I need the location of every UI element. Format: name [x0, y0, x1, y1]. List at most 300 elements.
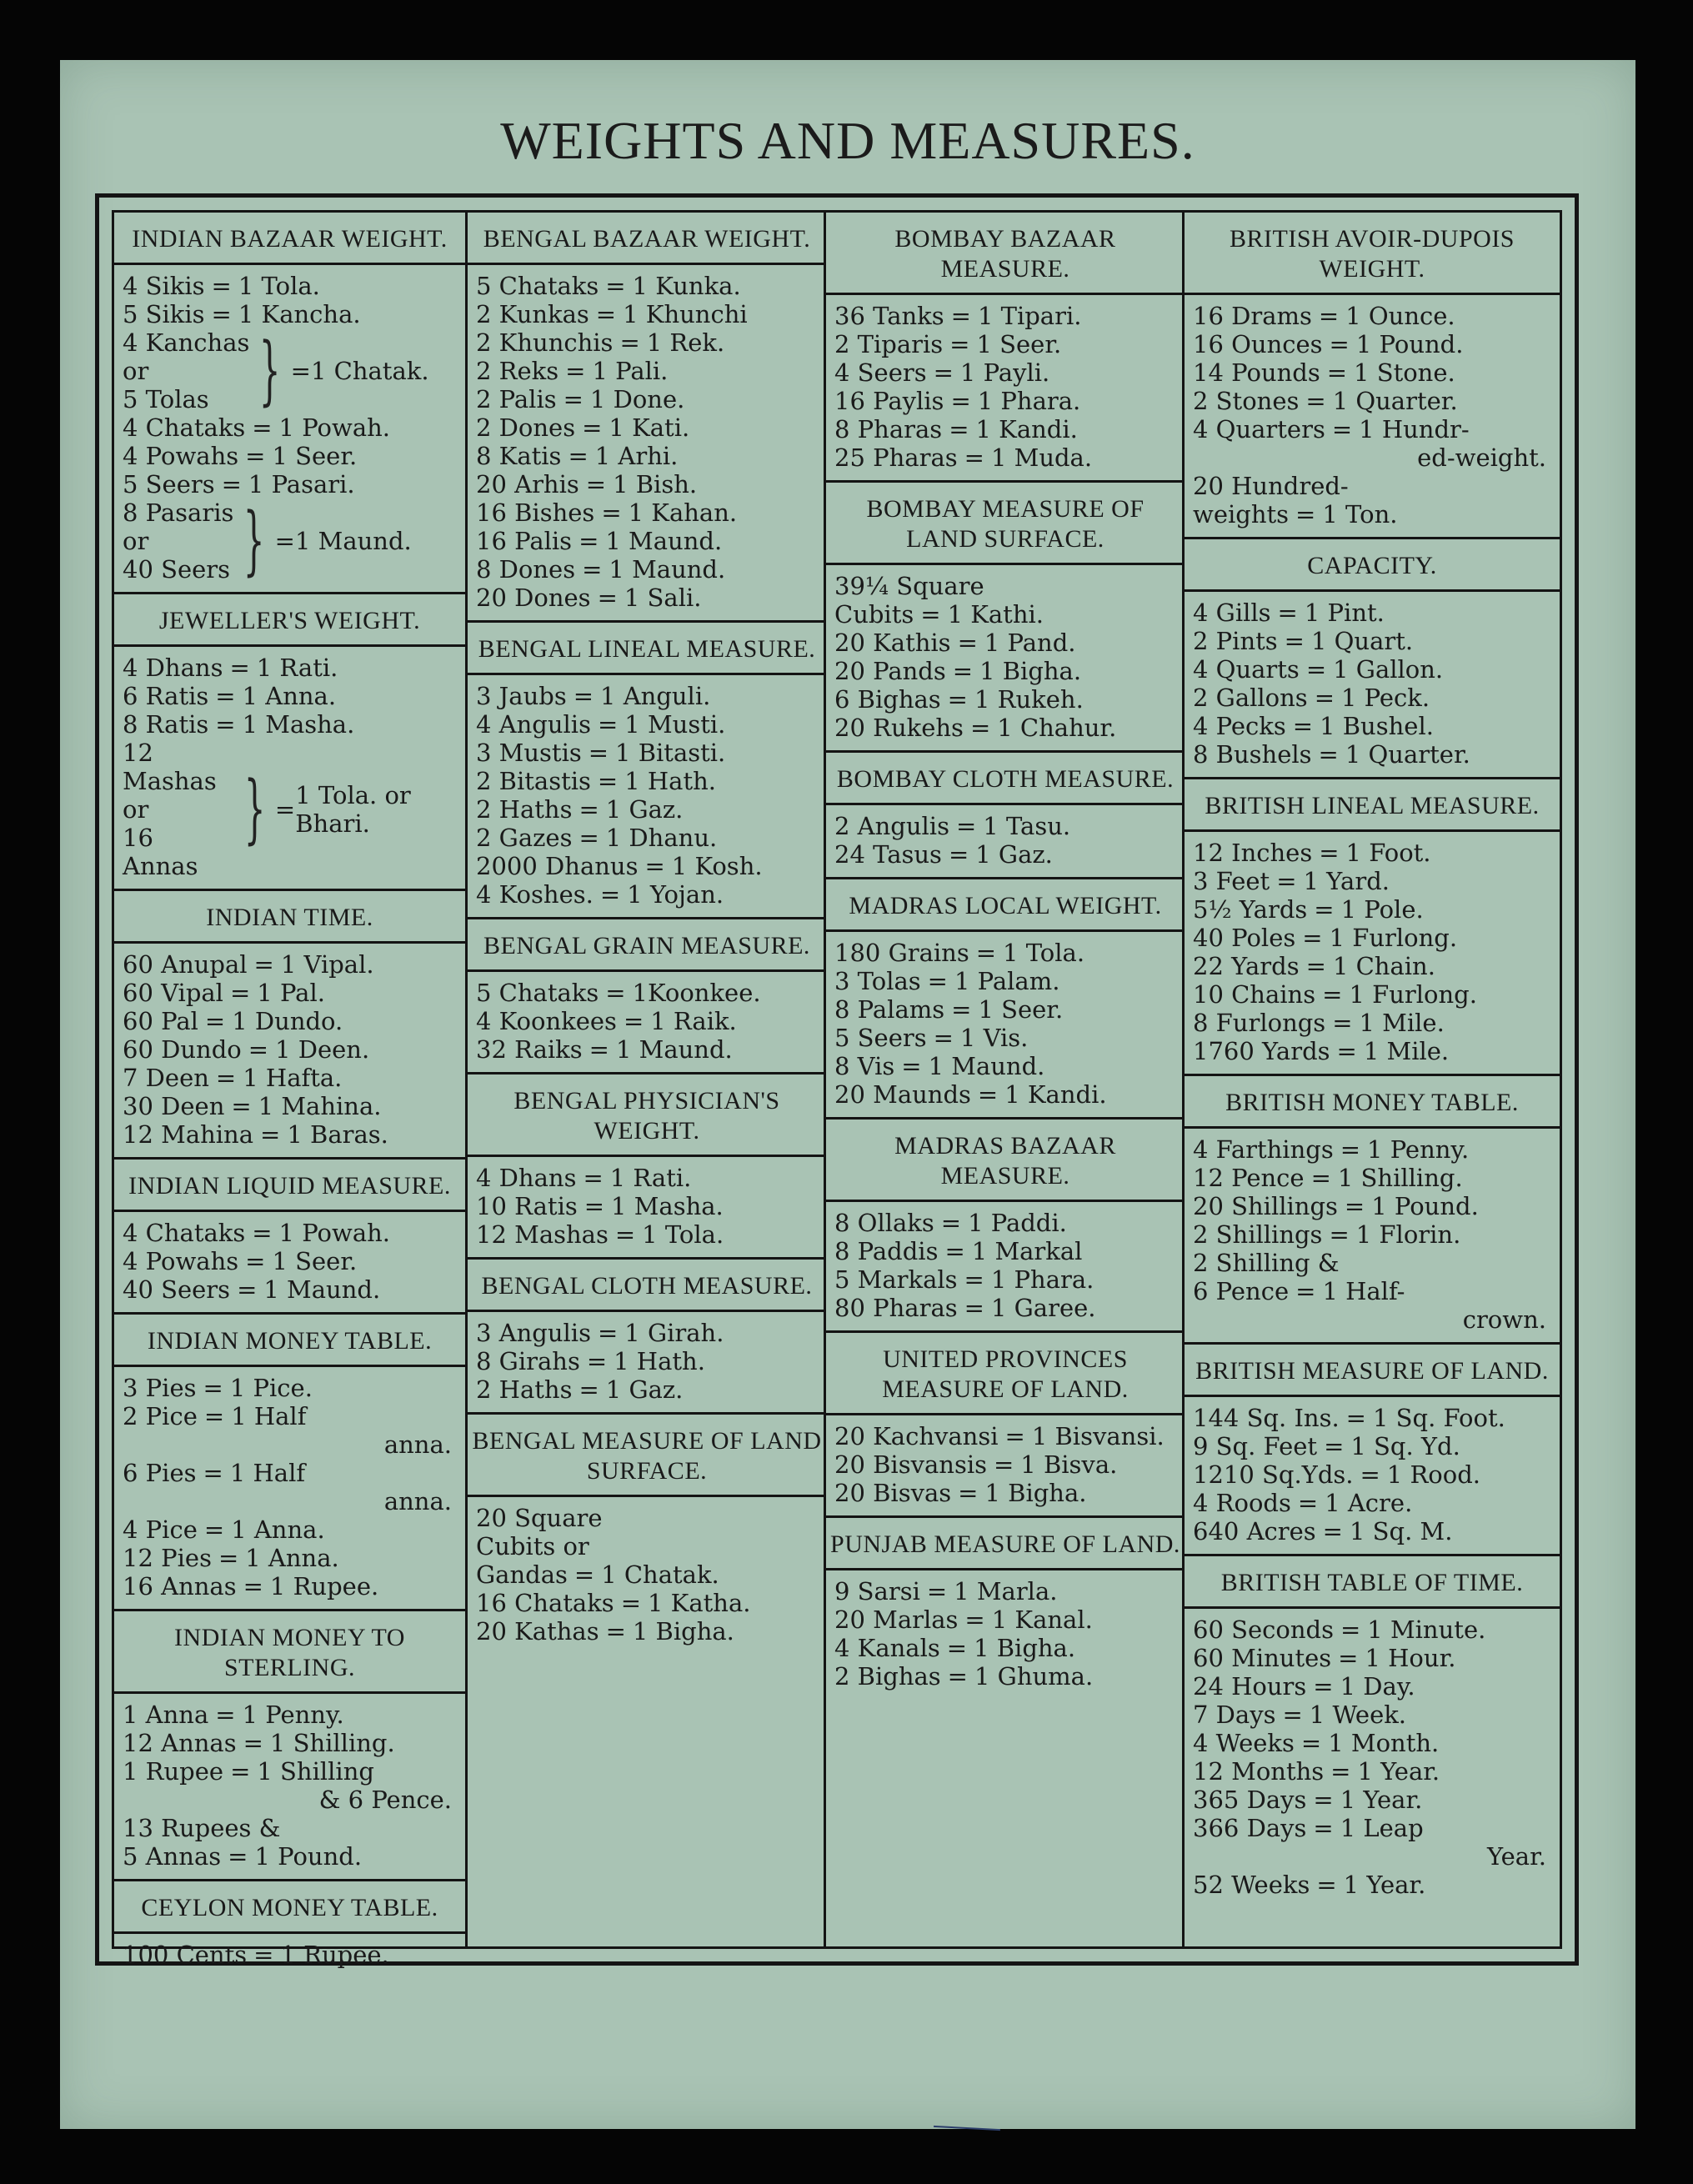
- section-heading: BRITISH AVOIR-DUPOIS WEIGHT.: [1185, 213, 1560, 295]
- table-row: [476, 413, 823, 442]
- equals-sign: =: [614, 1220, 636, 1249]
- equals-sign: =: [211, 272, 232, 300]
- table-row: [834, 358, 1181, 387]
- entry-result: 1 Pound.: [254, 1842, 363, 1871]
- entry-result: 1 Bish.: [613, 470, 698, 498]
- entry-quantity: 4 Roods: [1193, 1489, 1291, 1517]
- equals-sign: =: [946, 1634, 968, 1662]
- equals-sign: =: [215, 710, 236, 739]
- equals-sign: =: [964, 443, 984, 472]
- table-row: [476, 824, 823, 852]
- entry-quantity: 180 Grains: [834, 939, 969, 967]
- table-frame-inner: [112, 210, 1562, 1969]
- table-row: [1193, 358, 1556, 387]
- entry-continuation: & 6 Pence.: [318, 1786, 452, 1814]
- entry-quantity: 4 Sikis: [123, 272, 205, 300]
- equals-sign: =: [597, 584, 618, 612]
- entry-quantity: 8 Bushels: [1193, 740, 1312, 769]
- section-body: [468, 265, 826, 623]
- table-row: [123, 1814, 462, 1842]
- table-row: [476, 385, 823, 413]
- entry-quantity: 60 Vipal: [123, 979, 223, 1007]
- entry-quantity: 24 Hours: [1193, 1672, 1307, 1701]
- entry-quantity: 5 Seers: [123, 470, 215, 498]
- section-heading: BENGAL BAZAAR WEIGHT.: [468, 213, 826, 265]
- entry-result: 1 Rukeh.: [974, 685, 1084, 714]
- equals-sign: =: [1332, 1009, 1353, 1037]
- entry-result: 1 Vipal.: [280, 950, 374, 979]
- grouped-entry: [123, 328, 462, 413]
- equals-sign: =: [601, 498, 622, 527]
- entry-result: 1 Month.: [1328, 1729, 1440, 1757]
- entry-quantity: 16 Paylis: [834, 387, 944, 415]
- equals-sign: =: [933, 1024, 954, 1052]
- entry-quantity: 4 Farthings: [1193, 1135, 1334, 1164]
- entry-quantity: 5 Seers: [834, 1024, 927, 1052]
- entry-result: 1 Rek.: [646, 328, 725, 357]
- entry-quantity: 2 Pice: [123, 1402, 198, 1430]
- entry-quantity: 2 Stones: [1193, 387, 1300, 415]
- equals-sign: =: [620, 1589, 641, 1617]
- table-row: [834, 1450, 1181, 1479]
- equals-sign: =: [1300, 1729, 1322, 1757]
- section-heading: PUNJAB MEASURE OF LAND.: [826, 1518, 1185, 1570]
- entry-quantity: 2000 Dhanus: [476, 852, 639, 880]
- equals-sign: =: [218, 1544, 239, 1572]
- equals-sign: =: [1305, 952, 1326, 980]
- entry-quantity: 1760 Yards: [1193, 1037, 1330, 1065]
- entry-result: 1 Pice.: [229, 1374, 313, 1402]
- equals-sign: =: [582, 413, 603, 442]
- equals-sign: =: [252, 413, 273, 442]
- group-items: [123, 328, 249, 413]
- entry-result: 1 Pasari.: [248, 470, 355, 498]
- table-row: [834, 1052, 1181, 1080]
- section-heading: BENGAL LINEAL MEASURE.: [468, 623, 826, 675]
- equals-sign: =: [245, 442, 266, 470]
- entry-quantity: 8 Ratis: [123, 710, 209, 739]
- section-heading: INDIAN TIME.: [114, 891, 465, 944]
- equals-sign: =: [920, 600, 941, 629]
- entry-quantity: 13 Rupees &: [123, 1814, 281, 1842]
- table-row: [476, 739, 823, 767]
- entry-quantity: 16 Ounces: [1193, 330, 1323, 358]
- equals-sign: =: [969, 714, 991, 742]
- table-row: [123, 1515, 462, 1544]
- entry-result: 1 Sali.: [624, 584, 702, 612]
- entry-result: 1 Bisvansi.: [1031, 1422, 1165, 1450]
- table-row: [1193, 924, 1556, 952]
- section-heading: BRITISH LINEAL MEASURE.: [1185, 779, 1560, 832]
- table-row: [1193, 1037, 1556, 1065]
- section-body: [826, 295, 1185, 483]
- entry-result: 1Koonkee.: [632, 979, 761, 1007]
- table-row: [834, 812, 1181, 840]
- entry-result: 1 Gallon.: [1333, 655, 1444, 684]
- equals-sign: =: [644, 852, 665, 880]
- table-row: [834, 1577, 1181, 1605]
- group-item: 40 Seers: [123, 555, 231, 584]
- table-row: [1193, 1786, 1556, 1814]
- table-row: [123, 1459, 462, 1487]
- entry-quantity: 8 Furlongs: [1193, 1009, 1326, 1037]
- entry-result: 1 Girah.: [624, 1319, 724, 1347]
- entry-result: 1 Pal.: [257, 979, 325, 1007]
- entry-result: 1 Bigha.: [632, 1617, 734, 1646]
- entry-quantity: 9 Sq. Feet: [1193, 1432, 1318, 1460]
- entry-quantity: 3 Tolas: [834, 967, 921, 995]
- equals-sign: =: [977, 1080, 999, 1109]
- entry-continuation: ed-weight.: [1417, 443, 1546, 472]
- entry-result: 1 Kathi.: [947, 600, 1044, 629]
- entry-quantity: 20 Maunds: [834, 1080, 971, 1109]
- entry-result: 1 Maund.: [294, 527, 412, 555]
- entry-quantity: 2 Shillings: [1193, 1220, 1323, 1249]
- section-body: [114, 1367, 465, 1611]
- entry-result: 1 Half: [229, 1459, 306, 1487]
- group-item: or: [123, 795, 149, 824]
- entry-quantity: 4 Gills: [1193, 599, 1271, 627]
- section-body: [826, 565, 1185, 753]
- entry-result: 1 Sq. Yd.: [1350, 1432, 1460, 1460]
- entry-quantity: 80 Pharas: [834, 1294, 958, 1322]
- section-body: [468, 675, 826, 919]
- equals-sign: =: [563, 385, 584, 413]
- entry-quantity: 20 Dones: [476, 584, 591, 612]
- equals-sign: =: [1326, 358, 1348, 387]
- entry-quantity: 40 Seers: [123, 1275, 231, 1304]
- table-row: [476, 1589, 823, 1617]
- table-row: [123, 300, 462, 328]
- table-row: [834, 1634, 1181, 1662]
- entry-result: 1 Bigha.: [979, 657, 1082, 685]
- entry-result: 1 Furlong.: [1349, 980, 1477, 1009]
- table-row: [1193, 712, 1556, 740]
- equals-sign: =: [243, 1729, 263, 1757]
- entry-quantity: 2 Reks: [476, 357, 559, 385]
- entry-result: 1 Chain.: [1332, 952, 1435, 980]
- entry-result: 1 Pint.: [1304, 599, 1385, 627]
- entry-quantity: 20 Kachvansi: [834, 1422, 999, 1450]
- entry-quantity: 4 Koonkees: [476, 1007, 617, 1035]
- section-heading: BENGAL GRAIN MEASURE.: [468, 919, 826, 972]
- entry-result: 1 Gaz.: [605, 1375, 684, 1404]
- entry-result: 1 Rupee.: [280, 1941, 389, 1969]
- entry-result: 1 Seer.: [272, 1247, 358, 1275]
- equals-sign: =: [1324, 1432, 1345, 1460]
- table-row: [834, 1479, 1181, 1507]
- equals-sign: =: [252, 1219, 273, 1247]
- equals-sign: =: [605, 1617, 626, 1646]
- entry-quantity: 365 Days: [1193, 1786, 1307, 1814]
- table-row: [123, 710, 462, 739]
- equals-sign: =: [215, 1064, 237, 1092]
- table-row: [123, 1064, 462, 1092]
- entry-result: 1 Phara.: [990, 1265, 1094, 1294]
- section-heading: JEWELLER'S WEIGHT.: [114, 594, 465, 647]
- entry-result: 1 Anna.: [231, 1515, 325, 1544]
- section-body: [114, 647, 465, 891]
- entry-result: 1 Chatak.: [601, 1560, 719, 1589]
- entry-quantity: 60 Pal: [123, 1007, 198, 1035]
- entry-result: 1 Chatak.: [310, 357, 429, 385]
- table-row: [1193, 952, 1556, 980]
- table-row: [1193, 330, 1556, 358]
- section-body: [1185, 295, 1560, 539]
- entry-quantity: 4 Weeks: [1193, 1729, 1295, 1757]
- entry-quantity: 2 Angulis: [834, 812, 949, 840]
- table-row: [476, 1164, 823, 1192]
- entry-quantity: 1 Anna: [123, 1701, 209, 1729]
- entry-result: 1 Masha.: [242, 710, 355, 739]
- table-row: [476, 527, 823, 555]
- equals-sign: =: [595, 300, 617, 328]
- section-body: [1185, 1129, 1560, 1345]
- entry-quantity: 9 Sarsi: [834, 1577, 920, 1605]
- entry-quantity: 8 Paddis: [834, 1237, 939, 1265]
- table-row: [1193, 415, 1556, 443]
- equals-sign: =: [1331, 415, 1353, 443]
- entry-result: 1 Kosh.: [671, 852, 763, 880]
- section-body: [468, 1157, 826, 1260]
- table-row: [834, 415, 1181, 443]
- entry-result: 1 Gaz.: [605, 795, 684, 824]
- entry-quantity: 4 Angulis: [476, 710, 591, 739]
- entry-result: 1 Tola.: [642, 1220, 724, 1249]
- entry-quantity: 6 Pies: [123, 1459, 197, 1487]
- equals-sign: =: [574, 1560, 595, 1589]
- entry-quantity: 4 Dhans: [123, 654, 223, 682]
- equals-sign: =: [1004, 1422, 1025, 1450]
- entry-result: 1 Yojan.: [627, 880, 724, 909]
- equals-sign: =: [964, 1294, 984, 1322]
- entry-quantity: 4 Koshes.: [476, 880, 594, 909]
- entry-result: 1 Quarter.: [1345, 740, 1470, 769]
- group-item: or: [123, 357, 149, 385]
- entry-result: 1 Day.: [1340, 1672, 1415, 1701]
- entry-quantity: Cubits: [834, 600, 914, 629]
- table-row: [476, 682, 823, 710]
- entry-quantity: weights: [1193, 500, 1290, 528]
- table-row: [1193, 1220, 1556, 1249]
- table-row: [1193, 387, 1556, 415]
- table-row: [1193, 1009, 1556, 1037]
- entry-quantity: 8 Dones: [476, 555, 576, 584]
- entry-quantity: 4 Quarters: [1193, 415, 1325, 443]
- equals-sign: =: [955, 812, 977, 840]
- entry-result: 1 Raik.: [650, 1007, 737, 1035]
- table-row: [834, 629, 1181, 657]
- table-row: [476, 880, 823, 909]
- table-row: [834, 1237, 1181, 1265]
- brace-icon: }: [243, 765, 266, 853]
- entry-result: 1 Ghuma.: [974, 1662, 1094, 1691]
- entry-result: 1 Ton.: [1322, 500, 1398, 528]
- entry-quantity: 60 Seconds: [1193, 1615, 1334, 1644]
- table-row: [476, 1375, 823, 1404]
- entry-quantity: 4 Pecks: [1193, 712, 1286, 740]
- entry-quantity: 100 Cents: [123, 1941, 248, 1969]
- equals-sign: =: [229, 979, 251, 1007]
- section-body: [114, 944, 465, 1160]
- equals-sign: =: [952, 657, 974, 685]
- entry-result: 1 Phara.: [977, 387, 1081, 415]
- equals-sign: =: [248, 1035, 269, 1064]
- table-row: [123, 1842, 462, 1871]
- table-row: [123, 442, 462, 470]
- equals-sign: =: [203, 1459, 223, 1487]
- entry-quantity: 4 Powahs: [123, 1247, 239, 1275]
- entry-result: 1 Mahina.: [258, 1092, 382, 1120]
- table-row: [476, 1617, 823, 1646]
- entry-result: 1 Quarter.: [1332, 387, 1458, 415]
- table-row: [1193, 1871, 1556, 1899]
- entry-result: 1 Shilling.: [1337, 1164, 1463, 1192]
- equals-sign: =: [1330, 1757, 1351, 1786]
- equals-sign: =: [274, 795, 296, 824]
- section-body: [826, 1202, 1185, 1333]
- entry-result: 1 Hath.: [624, 767, 717, 795]
- column-1: [114, 213, 465, 1969]
- table-row: [123, 1941, 462, 1969]
- entry-result: 1 Bigha.: [974, 1634, 1076, 1662]
- entry-result: 1 Hour.: [1365, 1644, 1456, 1672]
- table-row: [834, 967, 1181, 995]
- grouped-entry: [123, 739, 462, 880]
- entry-quantity: 2 Shilling &: [1193, 1249, 1340, 1277]
- entry-quantity: 3 Angulis: [476, 1319, 591, 1347]
- entry-result: 1 Markal: [971, 1237, 1083, 1265]
- entry-result: 1 Maund.: [615, 1035, 733, 1064]
- table-row: [834, 600, 1181, 629]
- equals-sign: =: [1329, 330, 1350, 358]
- equals-sign: =: [228, 1842, 248, 1871]
- equals-sign: =: [951, 995, 972, 1024]
- table-row: [834, 685, 1181, 714]
- equals-sign: =: [215, 1701, 236, 1729]
- equals-sign: =: [203, 1374, 223, 1402]
- entry-quantity: 39¼ Square: [834, 572, 984, 600]
- entry-quantity: 3 Feet: [1193, 867, 1270, 895]
- table-row: [1193, 1249, 1556, 1277]
- section-heading: INDIAN MONEY TO STERLING.: [114, 1611, 465, 1694]
- section-heading: UNITED PROVINCES MEASURE OF LAND.: [826, 1333, 1185, 1415]
- entry-result: 1 Chahur.: [997, 714, 1117, 742]
- table-row: [123, 1374, 462, 1402]
- section-heading: BRITISH MEASURE OF LAND.: [1185, 1345, 1560, 1397]
- group-items: [123, 498, 233, 584]
- entry-result: 1 Foot.: [1345, 839, 1431, 867]
- brace-icon: }: [243, 497, 265, 584]
- table-row: [476, 1007, 823, 1035]
- equals-sign: =: [1313, 1814, 1334, 1842]
- entry-result: 1 Kandi.: [975, 415, 1078, 443]
- entry-result: 1 Kanal.: [991, 1605, 1093, 1634]
- entry-quantity: 12 Months: [1193, 1757, 1325, 1786]
- equals-sign: =: [243, 1572, 263, 1600]
- entry-quantity: 2 Bighas: [834, 1662, 941, 1691]
- equals-sign: =: [964, 1605, 985, 1634]
- equals-sign: =: [290, 357, 311, 385]
- table-row: [1193, 1404, 1556, 1432]
- entry-result: 1 Masha.: [611, 1192, 724, 1220]
- equals-sign: =: [1322, 980, 1343, 1009]
- table-row: [834, 714, 1181, 742]
- table-row: [1193, 302, 1556, 330]
- section-heading: BOMBAY MEASURE OF LAND SURFACE.: [826, 483, 1185, 565]
- equals-sign: =: [949, 330, 970, 358]
- table-row: [123, 1247, 462, 1275]
- equals-sign: =: [1360, 1460, 1380, 1489]
- equals-sign: =: [1284, 627, 1305, 655]
- entry-quantity: 20 Arhis: [476, 470, 579, 498]
- table-row: [834, 1024, 1181, 1052]
- entry-result: 1 Maund.: [928, 1052, 1045, 1080]
- table-row: [476, 1192, 823, 1220]
- equals-sign: =: [1316, 1871, 1337, 1899]
- equals-sign: =: [203, 1515, 225, 1544]
- table-row: [834, 387, 1181, 415]
- section-heading: BENGAL MEASURE OF LAND SURFACE.: [468, 1415, 826, 1497]
- entry-quantity: 20 Square: [476, 1504, 603, 1532]
- section-heading: MADRAS LOCAL WEIGHT.: [826, 879, 1185, 932]
- equals-sign: =: [1340, 1615, 1361, 1644]
- entry-quantity: Gandas: [476, 1560, 568, 1589]
- table-row: [476, 1035, 823, 1064]
- entry-result: 1 Musti.: [624, 710, 726, 739]
- equals-sign: =: [579, 527, 599, 555]
- table-row: [1193, 472, 1556, 500]
- entry-quantity: 20 Marlas: [834, 1605, 959, 1634]
- entry-result: 1 Marla.: [954, 1577, 1058, 1605]
- entry-quantity: 5 Chataks: [476, 979, 599, 1007]
- equals-sign: =: [993, 1450, 1014, 1479]
- entry-continuation: anna.: [383, 1430, 452, 1459]
- entry-quantity: 2 Palis: [476, 385, 557, 413]
- table-row: [834, 1662, 1181, 1691]
- section-heading: CEYLON MONEY TABLE.: [114, 1881, 465, 1934]
- equals-sign: =: [964, 1265, 984, 1294]
- entry-result: 1 Baras.: [287, 1120, 388, 1149]
- column-4: [1182, 213, 1560, 1946]
- entry-quantity: 4 Seers: [834, 358, 927, 387]
- equals-sign: =: [1305, 655, 1327, 684]
- table-row: [1193, 980, 1556, 1009]
- table-row: [476, 442, 823, 470]
- entry-quantity: 8 Vis: [834, 1052, 895, 1080]
- table-row: [1193, 895, 1556, 924]
- entry-quantity: 10 Ratis: [476, 1192, 578, 1220]
- entry-result: 1 Powah.: [278, 1219, 391, 1247]
- column-3: [824, 213, 1185, 1946]
- table-row: [476, 272, 823, 300]
- equals-sign: =: [947, 1662, 968, 1691]
- entry-quantity: 2 Gazes: [476, 824, 573, 852]
- table-row: [476, 979, 823, 1007]
- section-body: [1185, 1609, 1560, 1946]
- entry-result: 1 Pound.: [1355, 330, 1464, 358]
- entry-quantity: 16 Drams: [1193, 302, 1312, 330]
- entry-result: 1 Powah.: [278, 413, 391, 442]
- entry-quantity: 2 Khunchis: [476, 328, 614, 357]
- entry-result: 1 Hundr-: [1359, 415, 1470, 443]
- table-row: [123, 1092, 462, 1120]
- table-row: [476, 1532, 823, 1560]
- entry-quantity: 20 Hundred-: [1193, 472, 1349, 500]
- entry-quantity: 20 Shillings: [1193, 1192, 1338, 1220]
- entry-result: 1 Bushel.: [1320, 712, 1434, 740]
- entry-continuation: anna.: [383, 1487, 452, 1515]
